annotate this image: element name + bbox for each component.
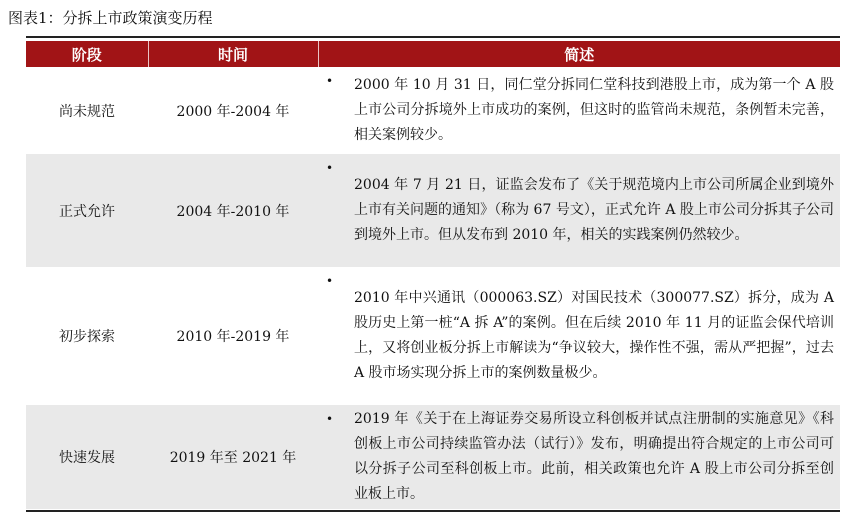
column-header-summary: 简述 [318, 41, 840, 67]
table-row [26, 405, 840, 509]
policy-table [26, 41, 840, 509]
table-row [26, 154, 840, 267]
title-rule [26, 36, 840, 38]
stage-cell: 正式允许 [26, 154, 148, 267]
period-cell: 2010 年-2019 年 [176, 329, 290, 345]
column-header-period: 时间 [148, 41, 318, 67]
description-text: 2019 年《关于在上海证券交易所设立科创板并试点注册制的实施意见》《科创板上市公司持续监管办法（试行）》发布，明确提出符合规定的上市公司可以分拆子公司至科创板上市。此前，相关政策也允许 A 股上市公司分拆至创业板上市。 [354, 411, 834, 502]
description-cell [318, 267, 840, 405]
period-cell: 2000 年-2004 年 [176, 103, 290, 120]
table-header [26, 41, 840, 67]
description-cell [318, 154, 840, 267]
table-row [26, 267, 840, 405]
description-cell [318, 67, 840, 154]
table-row [26, 67, 840, 154]
bullet: • [326, 74, 334, 88]
description-cell [318, 405, 840, 509]
figure-title: 图表1：分拆上市政策演变历程 [8, 9, 213, 27]
description-text: 2004 年 7 月 21 日，证监会发布了《关于规范境内上市公司所属企业到境外上市有关问题的通知》（称为 67 号文），正式允许 A 股上市公司分拆其子公司到境外上市。但从发布到 2010 年，相关的实践案例仍然较少。 [354, 177, 834, 243]
stage-cell: 尚未规范 [59, 103, 115, 120]
bullet: • [326, 412, 334, 426]
column-header-stage: 阶段 [26, 41, 148, 67]
stage-cell: 快速发展 [26, 405, 148, 509]
bullet: • [326, 274, 334, 288]
stage-cell: 初步探索 [59, 329, 115, 345]
period-cell: 2019 年至 2021 年 [148, 405, 318, 509]
period-cell: 2004 年-2010 年 [148, 154, 318, 267]
description-text: 2000 年 10 月 31 日，同仁堂分拆同仁堂科技到港股上市，成为第一个 A 股上市公司分拆境外上市成功的案例，但这时的监管尚未规范，条例暂未完善，相关案例较少。 [354, 77, 834, 143]
bottom-rule [26, 510, 840, 512]
bullet: • [326, 161, 334, 175]
description-text: 2010 年中兴通讯（000063.SZ）对国民技术（300077.SZ）拆分，成为 A 股历史上第一桩“A 拆 A”的案例。但在后续 2010 年 11 月的证监会保代培训上，又将创业板分拆上市解读为“争议较大，操作性不强，需从严把握”，过去 A 股市场实现分拆上市的案例数量极少。 [354, 290, 834, 381]
